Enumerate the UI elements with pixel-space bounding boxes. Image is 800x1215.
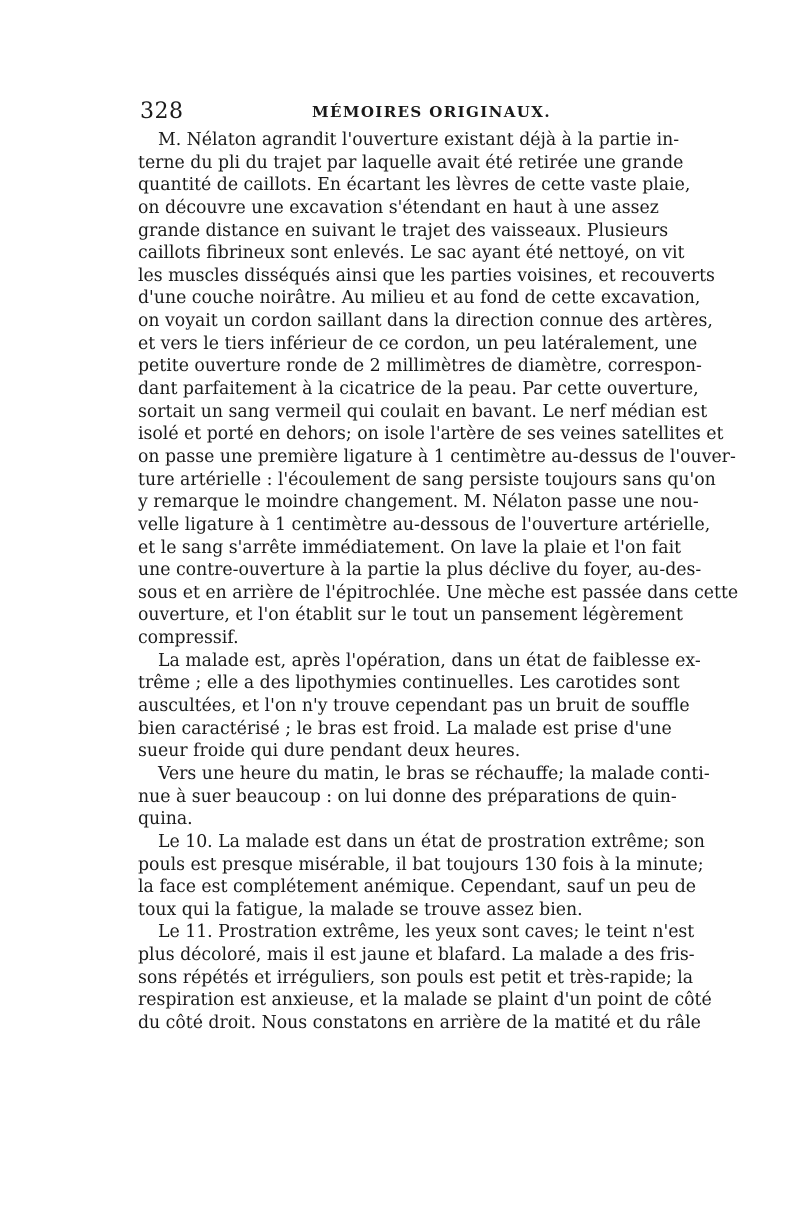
text-line: terne du pli du trajet par laquelle avait été retirée une grande bbox=[138, 152, 684, 173]
text-line: La malade est, après l'opération, dans un état de faiblesse ex- bbox=[158, 650, 701, 671]
text-line: et le sang s'arrête immédiatement. On lave la plaie et l'on fait bbox=[138, 537, 682, 558]
running-head bbox=[140, 99, 660, 125]
text-line: sons répétés et irréguliers, son pouls est petit et très-rapide; la bbox=[138, 967, 694, 988]
text-line: du côté droit. Nous constatons en arrière de la matité et du râle bbox=[138, 1012, 701, 1033]
text-line: dant parfaitement à la cicatrice de la peau. Par cette ouverture, bbox=[138, 379, 699, 400]
text-line: M. Nélaton agrandit l'ouverture existant déjà à la partie in- bbox=[158, 130, 680, 150]
text-line: toux qui la fatigue, la malade se trouve assez bien. bbox=[138, 899, 583, 920]
text-line: y remarque le moindre changement. M. Nélaton passe une nou- bbox=[138, 492, 699, 513]
text-line: sueur froide qui dure pendant deux heures. bbox=[138, 741, 521, 762]
text-line: quina. bbox=[138, 809, 193, 830]
text-line: caillots fibrineux sont enlevés. Le sac ayant été nettoyé, on vit bbox=[138, 243, 685, 264]
text-line: isolé et porté en dehors; on isole l'artère de ses veines satellites et bbox=[138, 424, 724, 445]
running-title: MÉMOIRES ORIGINAUX. bbox=[312, 103, 551, 121]
page-number: 328 bbox=[140, 99, 184, 124]
text-line: une contre-ouverture à la partie la plus déclive du foyer, au-des- bbox=[138, 560, 702, 581]
text-line: ouverture, et l'on établit sur le tout un pansement légèrement bbox=[138, 605, 683, 626]
text-line: plus décoloré, mais il est jaune et blafard. La malade a des fris- bbox=[138, 945, 695, 966]
text-line: sous et en arrière de l'épitrochlée. Une mèche est passée dans cette bbox=[138, 582, 739, 603]
text-line: les muscles disséqués ainsi que les parties voisines, et recouverts bbox=[138, 265, 715, 286]
text-line: compressif. bbox=[138, 628, 239, 649]
text-body bbox=[138, 129, 739, 1035]
text-line: on voyait un cordon saillant dans la direction connue des artères, bbox=[138, 311, 713, 332]
text-line: trême ; elle a des lipothymies continuelles. Les carotides sont bbox=[138, 673, 680, 694]
text-line: et vers le tiers inférieur de ce cordon, un peu latéralement, une bbox=[138, 333, 698, 354]
text-line: quantité de caillots. En écartant les lèvres de cette vaste plaie, bbox=[138, 175, 691, 196]
text-line: respiration est anxieuse, et la malade se plaint d'un point de côté bbox=[138, 990, 712, 1011]
text-line: Vers une heure du matin, le bras se réchauffe; la malade conti- bbox=[158, 763, 710, 784]
text-line: grande distance en suivant le trajet des vaisseaux. Plusieurs bbox=[138, 220, 669, 241]
text-line: Le 11. Prostration extrême, les yeux sont caves; le teint n'est bbox=[158, 922, 695, 943]
text-line: on découvre une excavation s'étendant en haut à une assez bbox=[138, 197, 659, 218]
text-line: pouls est presque misérable, il bat toujours 130 fois à la minute; bbox=[138, 854, 704, 875]
text-line: bien caractérisé ; le bras est froid. La malade est prise d'une bbox=[138, 718, 672, 739]
text-line: velle ligature à 1 centimètre au-dessous de l'ouverture artérielle, bbox=[138, 514, 711, 535]
text-line: Le 10. La malade est dans un état de prostration extrême; son bbox=[158, 831, 705, 852]
text-line: petite ouverture ronde de 2 millimètres de diamètre, correspon- bbox=[138, 356, 702, 377]
text-line: d'une couche noirâtre. Au milieu et au fond de cette excavation, bbox=[138, 288, 701, 309]
text-line: sortait un sang vermeil qui coulait en bavant. Le nerf médian est bbox=[138, 401, 708, 422]
text-line: nue à suer beaucoup : on lui donne des préparations de quin- bbox=[138, 786, 677, 807]
text-line: ture artérielle : l'écoulement de sang persiste toujours sans qu'on bbox=[138, 469, 716, 490]
text-line: on passe une première ligature à 1 centimètre au-dessus de l'ouver- bbox=[138, 446, 736, 467]
text-line: la face est complétement anémique. Cependant, sauf un peu de bbox=[138, 877, 697, 898]
text-line: auscultées, et l'on n'y trouve cependant pas un bruit de souffle bbox=[138, 696, 690, 717]
